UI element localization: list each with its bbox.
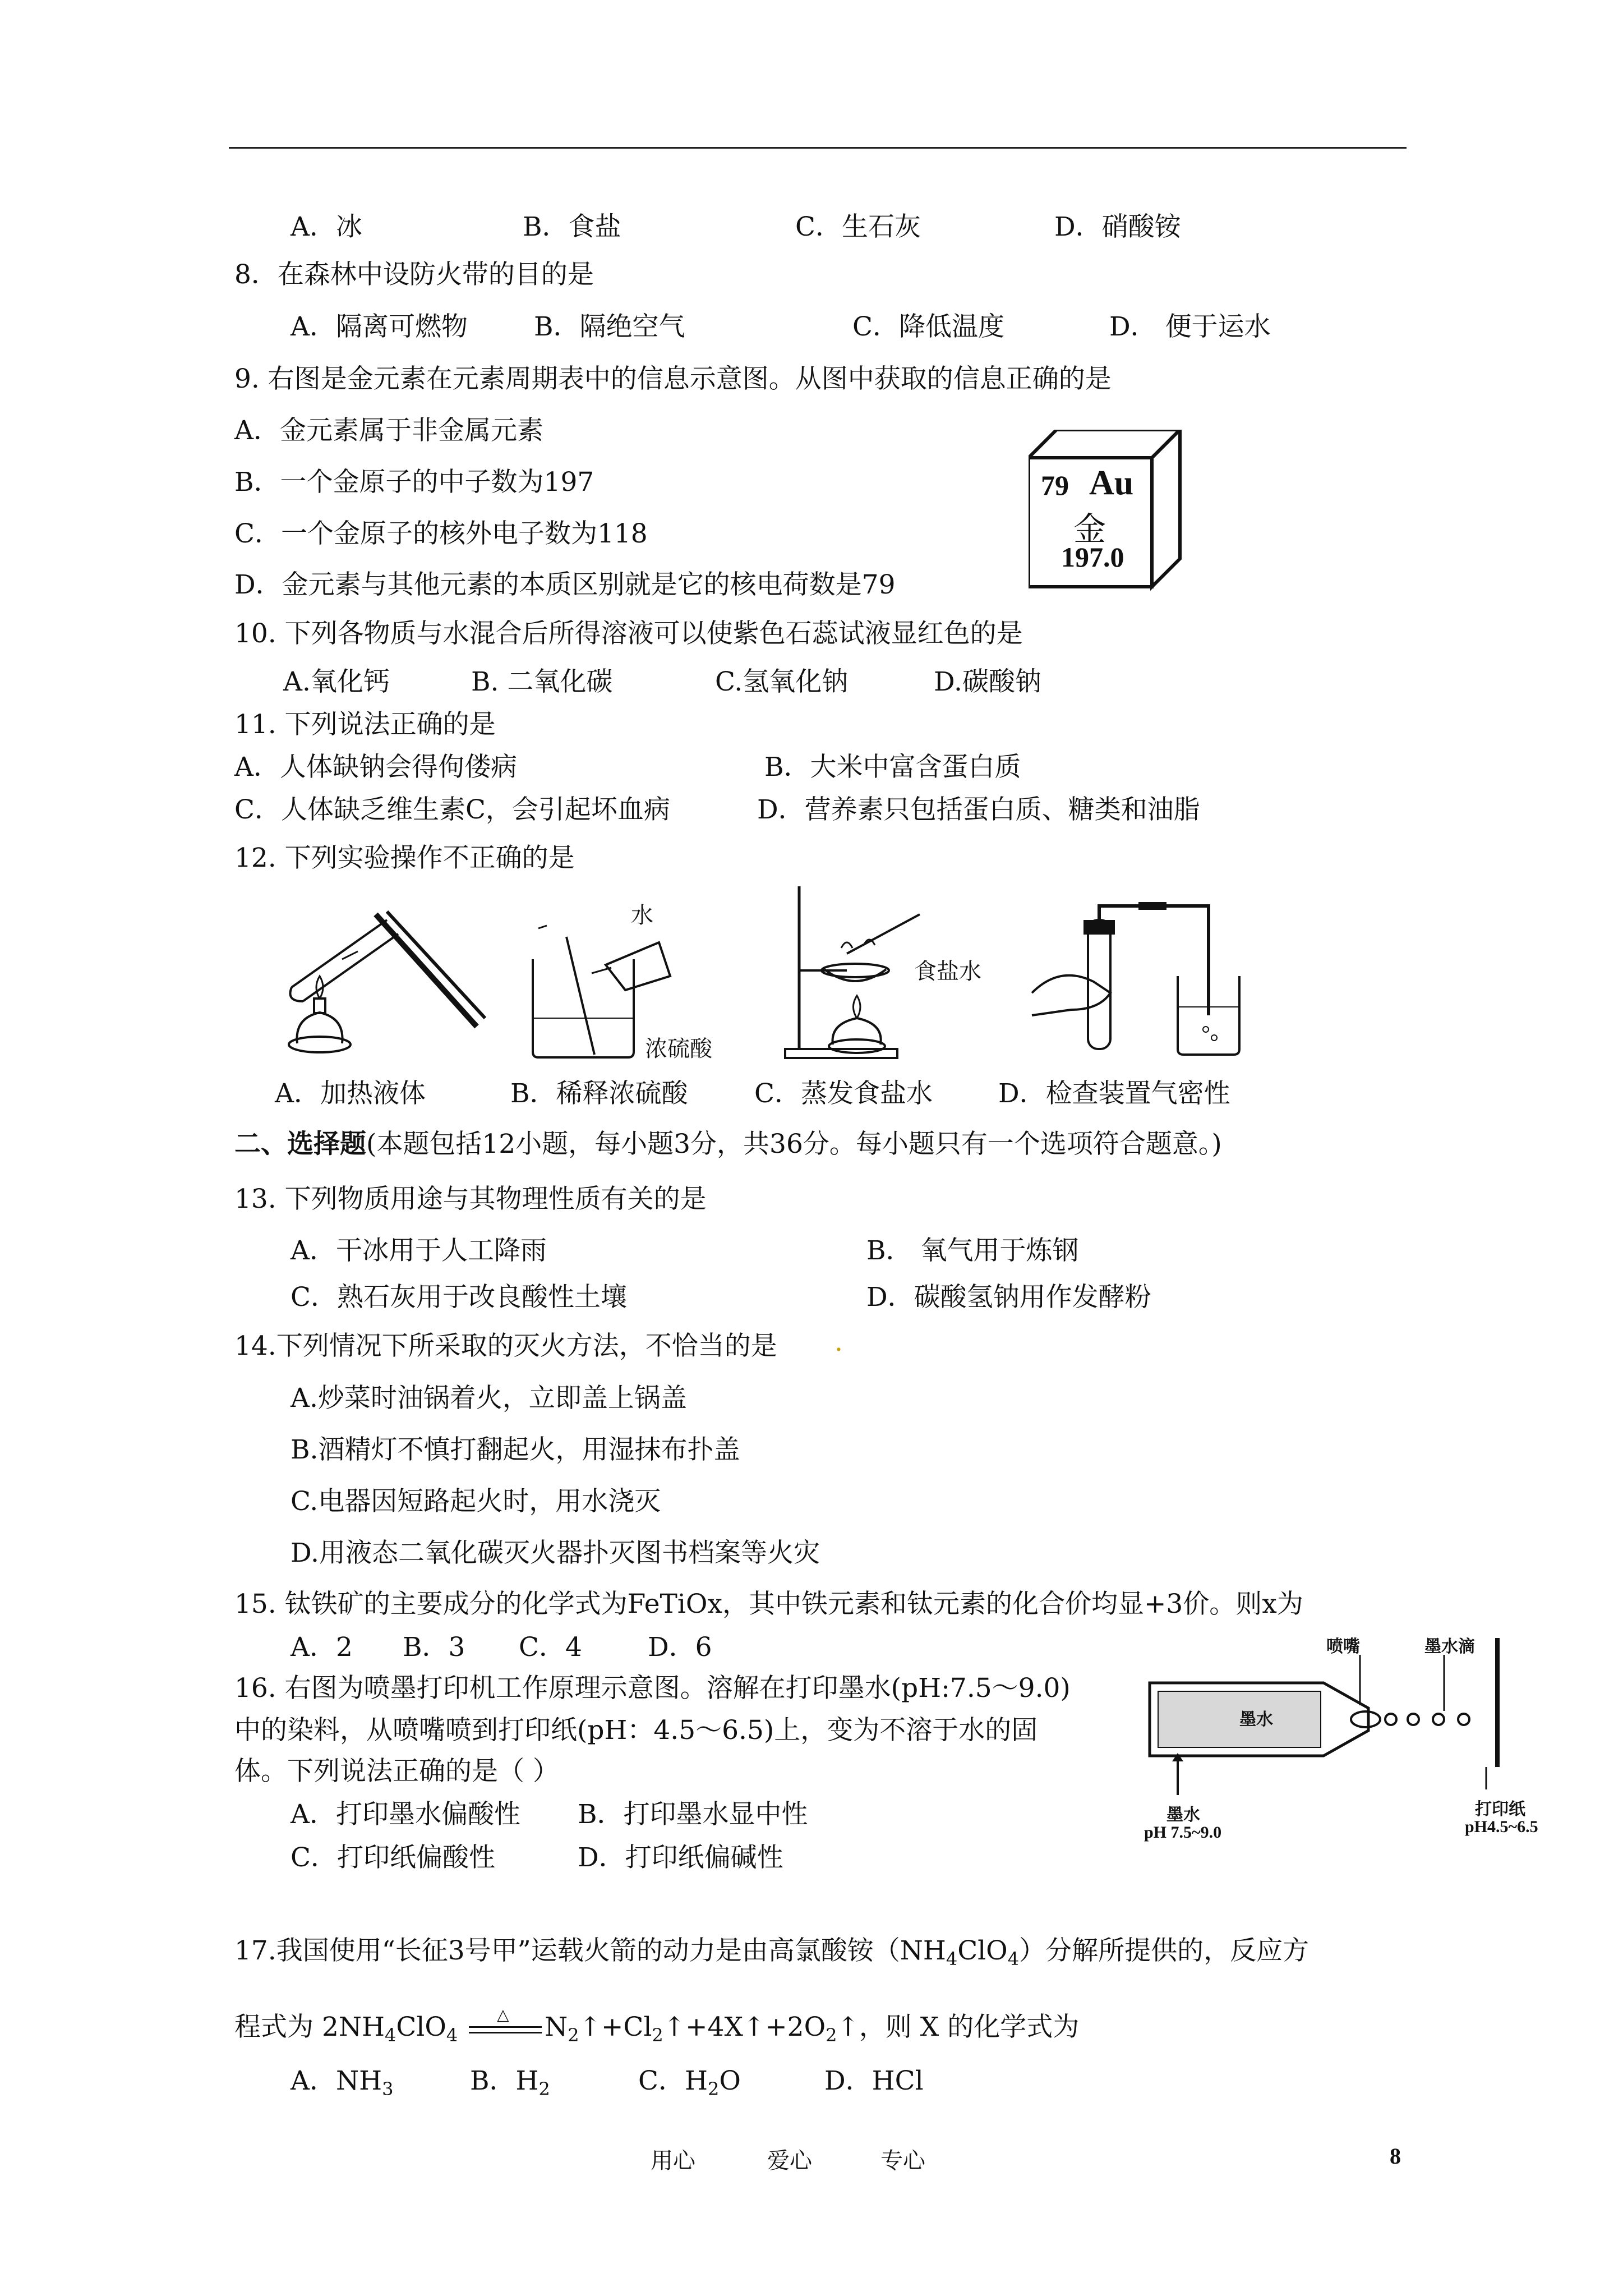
q8-option-a: A．隔离可燃物: [291, 311, 468, 342]
q17-eq-n: N: [545, 2012, 568, 2042]
q17-eq-pre: 程式为 2NH: [234, 2012, 385, 2042]
q12-label-salt-water: 食盐水: [914, 959, 981, 984]
q11-option-a: A．人体缺钠会得佝偻病: [234, 752, 517, 783]
q16-stem-line-2: 中的染料，从喷嘴喷到打印纸(pH：4.5～6.5)上，变为不溶于水的固: [234, 1715, 1038, 1746]
q8-stem: 8．在森林中设防火带的目的是: [234, 259, 594, 290]
q17-stem-part-2: ）分解所提供的，反应方: [1019, 1935, 1310, 1966]
q17-eq-sub-2a: 2: [568, 2024, 579, 2046]
q16-label-nozzle: 喷嘴: [1326, 1637, 1360, 1657]
header-rule: [229, 147, 1407, 149]
q12-option-a: A．加热液体: [275, 1078, 426, 1109]
q12-figure-c-evaporation: [774, 881, 1026, 1066]
q11-option-c: C．人体缺乏维生素C，会引起坏血病: [234, 794, 670, 825]
q17-heat-symbol: △: [497, 2005, 509, 2024]
q16-label-ink-drop: 墨水滴: [1424, 1637, 1475, 1657]
q16-label-paper-ph: pH4.5~6.5: [1465, 1818, 1538, 1836]
gold-element-card: [1029, 430, 1191, 592]
q17-eq-end: ↑，则 X 的化学式为: [837, 2012, 1080, 2042]
q13-option-a: A．干冰用于人工降雨: [291, 1235, 547, 1266]
q17-option-c-tail: O: [719, 2065, 741, 2096]
q9-stem: 9. 右图是金元素在元素周期表中的信息示意图。从图中获取的信息正确的是: [234, 364, 1112, 394]
q17-sub-4a: 4: [946, 1948, 958, 1970]
q17-eq-sub-4a: 4: [384, 2024, 396, 2046]
q17-stem-part-1: 17.我国使用“长征3号甲”运载火箭的动力是由高氯酸铵（NH: [234, 1935, 946, 1966]
footer-text-1: 用心: [651, 2148, 695, 2174]
q8-option-d: D． 便于运水: [1109, 311, 1271, 342]
element-number: 79: [1041, 470, 1069, 501]
footer-text-2: 爱心: [767, 2148, 812, 2174]
q12-label-water: 水: [631, 903, 653, 928]
q16-option-b: B．打印墨水显中性: [578, 1799, 808, 1830]
section-2-title: 二、选择题: [234, 1129, 366, 1159]
q9-option-b: B．一个金原子的中子数为197: [234, 467, 594, 498]
q14-option-c: C.电器因短路起火时，用水浇灭: [291, 1486, 661, 1517]
q17-option-c-sub: 2: [707, 2078, 720, 2100]
q16-stem-line-1: 16. 右图为喷墨打印机工作原理示意图。溶解在打印墨水(pH:7.5～9.0): [234, 1673, 1071, 1704]
q14-stem: 14.下列情况下所采取的灭火方法，不恰当的是: [234, 1331, 777, 1361]
q11-stem: 11. 下列说法正确的是: [234, 709, 496, 740]
q15-option-b: B．3: [403, 1632, 465, 1663]
q17-eq-sub-2b: 2: [652, 2024, 663, 2046]
q17-option-c-text: C．H: [638, 2065, 708, 2096]
q17-option-c: [638, 2064, 741, 2106]
q15-option-c: C．4: [519, 1632, 582, 1663]
q11-option-d: D．营养素只包括蛋白质、糖类和油脂: [757, 794, 1200, 825]
page-number: 8: [1390, 2143, 1401, 2169]
q17-option-a: [291, 2064, 393, 2106]
section-2-note: (本题包括12小题，每小题3分，共36分。每小题只有一个选项符合题意。): [366, 1129, 1222, 1159]
q17-eq-x: ↑+4X↑+2O: [663, 2012, 826, 2042]
q13-option-c: C．熟石灰用于改良酸性土壤: [291, 1282, 627, 1313]
section-2-heading: [234, 1128, 1222, 1161]
q17-option-b-text: B．H: [470, 2065, 539, 2096]
q13-option-d: D．碳酸氢钠用作发酵粉: [866, 1282, 1151, 1313]
q17-eq-cl: ↑+Cl: [579, 2012, 652, 2042]
q17-stem-line-1: [234, 1934, 1309, 1976]
q13-stem: 13. 下列物质用途与其物理性质有关的是: [234, 1184, 707, 1214]
q12-figure-d-airtightness: [1026, 898, 1262, 1066]
element-mass: 197.0: [1061, 541, 1124, 573]
element-name: 金: [1073, 510, 1106, 548]
q7-option-c: C．生石灰: [795, 211, 921, 242]
q12-stem: 12. 下列实验操作不正确的是: [234, 843, 575, 873]
q17-option-b-sub: 2: [538, 2078, 550, 2100]
q16-option-c: C．打印纸偏酸性: [291, 1842, 495, 1873]
q11-option-b: B．大米中富含蛋白质: [764, 752, 1021, 783]
q12-option-c: C．蒸发食盐水: [754, 1078, 933, 1109]
q15-option-d: D．6: [648, 1632, 712, 1663]
q16-stem-line-3: 体。下列说法正确的是（ ）: [234, 1756, 559, 1787]
q7-option-d: D．硝酸铵: [1054, 211, 1181, 242]
q17-equation-line: [234, 2005, 1080, 2052]
q17-eq-sub-2c: 2: [826, 2024, 837, 2046]
q14-option-d: D.用液态二氧化碳灭火器扑灭图书档案等火灾: [291, 1538, 820, 1568]
q8-option-b: B．隔绝空气: [534, 311, 685, 342]
q17-option-a-sub: 3: [382, 2078, 394, 2100]
q16-label-ink-ph: pH 7.5~9.0: [1144, 1823, 1222, 1842]
q12-option-b: B．稀释浓硫酸: [510, 1078, 688, 1109]
q10-option-c: C.氢氧化钠: [715, 666, 849, 697]
q16-label-paper: 打印纸: [1475, 1800, 1525, 1819]
q17-eq-sub-4b: 4: [446, 2024, 458, 2046]
q7-option-b: B．食盐: [523, 211, 621, 242]
q10-option-d: D.碳酸钠: [934, 666, 1041, 697]
q13-option-b: B． 氧气用于炼钢: [866, 1235, 1079, 1266]
q12-figure-b-diluting-acid: [522, 898, 735, 1066]
q9-option-a: A．金元素属于非金属元素: [234, 415, 543, 446]
q17-option-b: [470, 2064, 550, 2106]
q10-option-a: A.氧化钙: [283, 666, 390, 697]
q16-inkjet-figure: [1138, 1627, 1542, 1879]
q16-option-a: A．打印墨水偏酸性: [291, 1799, 520, 1830]
q17-reaction-arrow: [466, 2005, 545, 2043]
q12-option-d: D．检查装置气密性: [998, 1078, 1230, 1109]
q9-option-d: D．金元素与其他元素的本质区别就是它的核电荷数是79: [234, 569, 896, 600]
q9-option-c: C．一个金原子的核外电子数为118: [234, 518, 648, 549]
q16-label-ink-inside: 墨水: [1239, 1710, 1273, 1729]
q12-label-acid: 浓硫酸: [645, 1036, 712, 1062]
q17-sub-4b: 4: [1007, 1948, 1020, 1970]
element-symbol: Au: [1089, 464, 1134, 502]
q15-option-a: A．2: [291, 1632, 353, 1663]
q12-figure-a-heating-liquid: [275, 898, 499, 1060]
q14-mark: .: [834, 1327, 843, 1358]
q17-option-d: D．HCl: [824, 2065, 924, 2096]
q16-label-ink: 墨水: [1166, 1805, 1200, 1825]
q10-stem: 10. 下列各物质与水混合后所得溶液可以使紫色石蕊试液显红色的是: [234, 618, 1023, 649]
q14-option-b: B.酒精灯不慎打翻起火，用湿抹布扑盖: [291, 1434, 740, 1465]
q10-option-b: B. 二氧化碳: [471, 666, 613, 697]
q8-option-c: C．降低温度: [852, 311, 1004, 342]
q17-option-a-text: A．NH: [291, 2065, 382, 2096]
q7-option-a: A．冰: [291, 211, 362, 242]
q15-stem: 15. 钛铁矿的主要成分的化学式为FeTiOx，其中铁元素和钛元素的化合价均显+3价。则x为: [234, 1589, 1303, 1619]
q14-option-a: A.炒菜时油锅着火，立即盖上锅盖: [291, 1383, 687, 1414]
q16-option-d: D．打印纸偏碱性: [578, 1842, 783, 1873]
q17-clo-a: ClO: [957, 1935, 1008, 1966]
footer-text-3: 专心: [880, 2148, 925, 2174]
q17-eq-clo: ClO: [396, 2012, 446, 2042]
